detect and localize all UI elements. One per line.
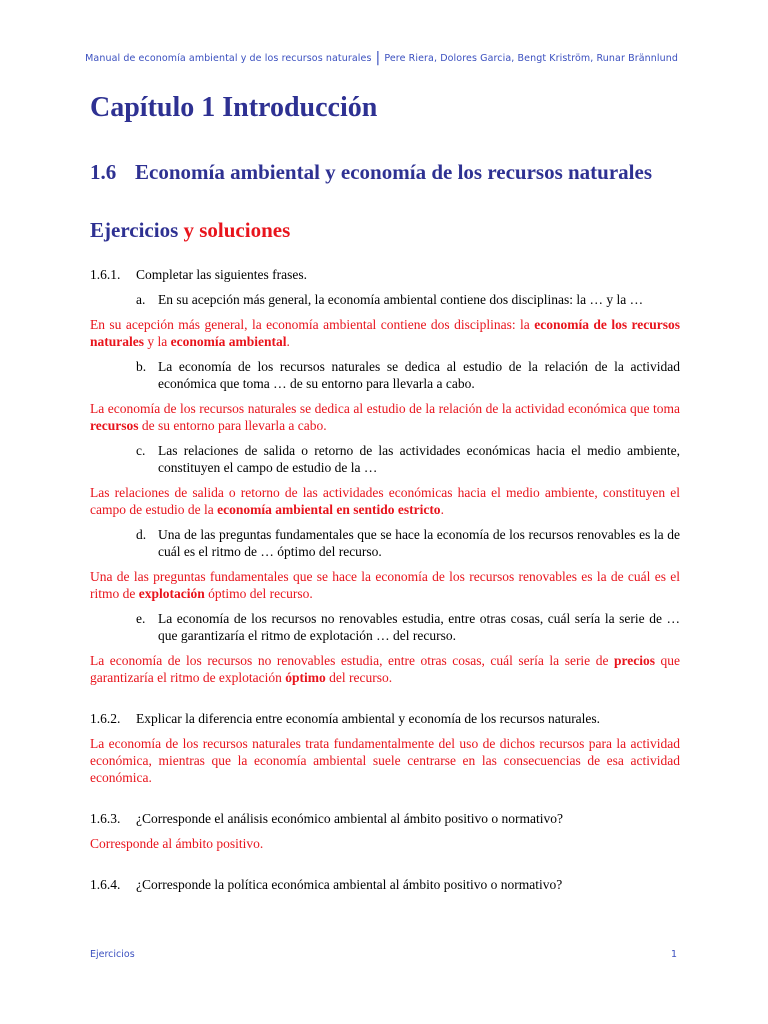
section-number: 1.6: [90, 160, 117, 184]
question-text: Completar las siguientes frases.: [136, 267, 307, 282]
answer-3: Corresponde al ámbito positivo.: [90, 836, 264, 851]
header-separator: |: [375, 50, 381, 66]
item-letter: c.: [136, 443, 146, 458]
answer-text: .: [286, 334, 290, 349]
chapter-title: Capítulo 1 Introducción: [90, 92, 378, 123]
item-d: [136, 526, 680, 560]
answer-keyword: explotación: [138, 586, 205, 601]
item-text: Las relaciones de salida o retorno de las actividades económicas hacia el medio ambiente, constituyen el campo de estudio de la …: [158, 443, 680, 475]
item-b: [136, 358, 680, 392]
answer-text: y la: [144, 334, 171, 349]
answer-text: del recurso.: [325, 670, 393, 685]
question-1: [90, 266, 680, 283]
section-heading: [90, 160, 652, 185]
question-text: ¿Corresponde la política económica ambiental al ámbito positivo o normativo?: [136, 877, 563, 892]
item-c: [136, 442, 680, 476]
item-e: [136, 610, 680, 644]
exercises-heading-part1: Ejercicios: [90, 218, 184, 242]
question-2: [90, 710, 680, 727]
question-text: Explicar la diferencia entre economía ambiental y economía de los recursos naturales.: [136, 711, 601, 726]
answer-2: La economía de los recursos naturales trata fundamentalmente del uso de dichos recursos para la actividad económica, mientras que la economía ambiental suele centrarse en las consecuencias de esa actividad económica.: [90, 736, 680, 785]
item-letter: d.: [136, 527, 147, 542]
question-3: [90, 810, 680, 827]
answer-keyword: recursos: [90, 418, 139, 433]
spacer: [90, 694, 680, 710]
answer-text: de su entorno para llevarla a cabo.: [138, 418, 327, 433]
spacer: [90, 860, 680, 876]
item-letter: e.: [136, 611, 146, 626]
page-number: 1: [671, 949, 678, 960]
answer-a: [90, 316, 680, 350]
question-4: [90, 876, 680, 893]
answer-c: [90, 484, 680, 518]
spacer: [90, 794, 680, 810]
exercise-body: [90, 266, 680, 901]
answer-text: La economía de los recursos naturales se dedica al estudio de la relación de la actividad económica que toma: [90, 401, 680, 416]
question-number: 1.6.4.: [90, 877, 121, 892]
item-text: Una de las preguntas fundamentales que se hace la economía de los recursos renovables es la de cuál es el ritmo de … óptimo del recurso.: [158, 527, 680, 559]
answer-text: La economía de los recursos no renovables estudia, entre otras cosas, cuál sería la serie de: [90, 653, 614, 668]
answer-e: [90, 652, 680, 686]
answer-text: Una de las preguntas fundamentales que se hace la economía de los recursos renovables es la de cuál es el ritmo de: [90, 569, 680, 601]
answer-keyword: economía ambiental en sentido estricto: [217, 502, 441, 517]
answer-keyword: economía de los recursos naturales: [90, 317, 681, 349]
item-text: La economía de los recursos no renovables estudia, entre otras cosas, cuál sería la serie de … que garantizaría el ritmo de explotación … del recurso.: [158, 611, 680, 643]
answer-keyword: óptimo: [285, 670, 326, 685]
answer-text: óptimo del recurso.: [204, 586, 313, 601]
question-number: 1.6.3.: [90, 811, 121, 826]
footer-section-label: Ejercicios: [90, 949, 135, 960]
exercises-heading: [90, 218, 290, 243]
running-header: [85, 50, 678, 66]
answer-text: .: [440, 502, 444, 517]
question-text: ¿Corresponde el análisis económico ambiental al ámbito positivo o normativo?: [136, 811, 564, 826]
item-text: La economía de los recursos naturales se dedica al estudio de la relación de la actividad económica que toma … de su entorno para llevarla a cabo.: [158, 359, 680, 391]
answer-b: [90, 400, 680, 434]
answer-keyword: economía ambiental: [170, 334, 287, 349]
exercises-heading-part2: y soluciones: [183, 218, 291, 242]
header-authors: Pere Riera, Dolores Garcia, Bengt Kriström, Runar Brännlund: [384, 53, 678, 64]
item-text: En su acepción más general, la economía ambiental contiene dos disciplinas: la … y la …: [158, 292, 644, 307]
answer-text: que garantizaría el ritmo de explotación: [90, 653, 681, 685]
header-title: Manual de economía ambiental y de los recursos naturales: [85, 53, 372, 64]
question-number: 1.6.1.: [90, 267, 121, 282]
answer-text: Las relaciones de salida o retorno de las actividades económicas hacia el medio ambiente, constituyen el campo de estudio de la: [90, 485, 680, 517]
answer-keyword: precios: [613, 653, 655, 668]
item-letter: b.: [136, 359, 147, 374]
question-number: 1.6.2.: [90, 711, 121, 726]
answer-text: En su acepción más general, la economía ambiental contiene dos disciplinas: la: [90, 317, 535, 332]
item-letter: a.: [136, 292, 146, 307]
section-title: Economía ambiental y economía de los recursos naturales: [135, 160, 653, 184]
item-a: [136, 291, 680, 308]
answer-d: [90, 568, 680, 602]
